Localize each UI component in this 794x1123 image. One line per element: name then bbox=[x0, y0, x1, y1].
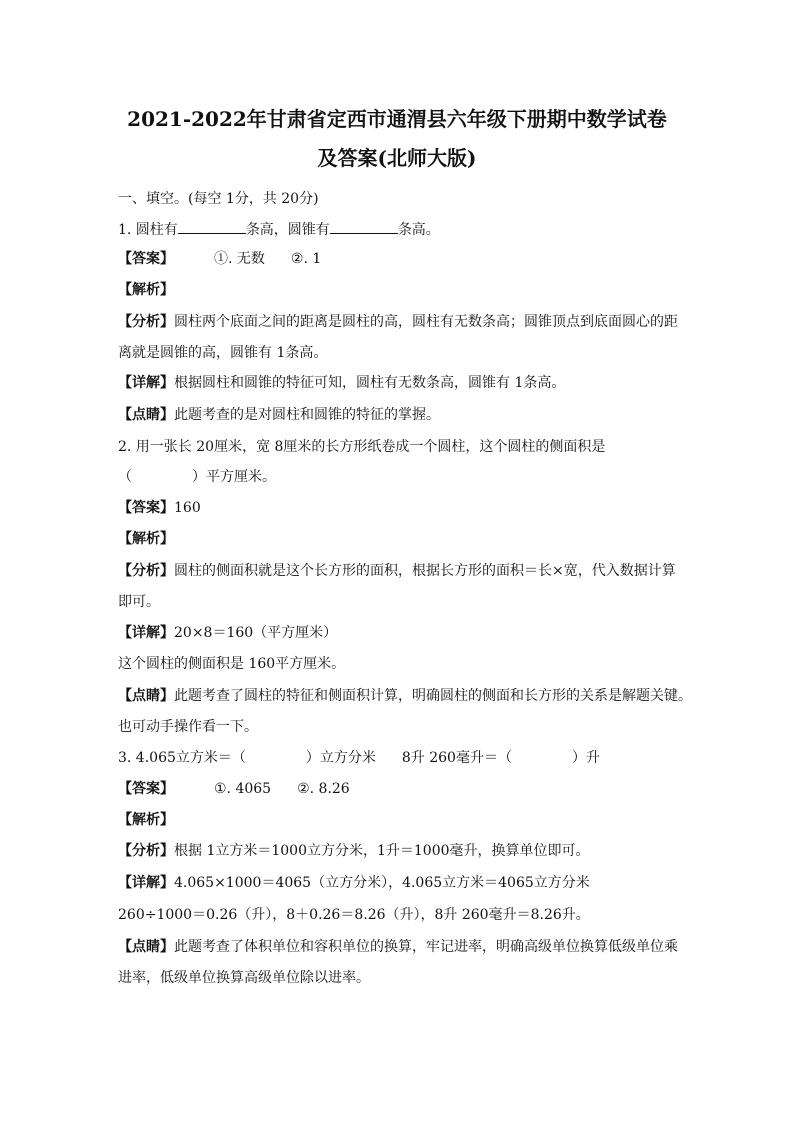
q3-stem-a: 3. 4.065立方米＝（ bbox=[118, 750, 246, 766]
q1-stem-a: 1. 圆柱有 bbox=[118, 222, 178, 238]
xiangjie-tag: 【详解】 bbox=[118, 625, 174, 641]
q3-jiexi-heading: 【解析】 bbox=[118, 812, 174, 828]
question-2-stem-line-1: 2. 用一张长 20厘米，宽 8厘米的长方形纸卷成一个圆柱，这个圆柱的侧面积是 bbox=[118, 439, 606, 455]
q3-answer-1: ①. 4065 bbox=[214, 781, 272, 797]
q1-answer-2: ②. 1 bbox=[290, 251, 322, 267]
answer-tag: 【答案】 bbox=[118, 781, 174, 797]
answer-tag: 【答案】 bbox=[118, 500, 174, 516]
q1-xiangjie-text: 根据圆柱和圆锥的特征可知，圆柱有无数条高，圆锥有 1条高。 bbox=[174, 375, 566, 391]
fenxi-tag: 【分析】 bbox=[118, 563, 174, 579]
q1-blank-2 bbox=[330, 219, 398, 234]
question-1-stem bbox=[118, 219, 708, 240]
q2-stem-open: （ bbox=[118, 469, 132, 485]
dianjing-tag: 【点睛】 bbox=[118, 407, 174, 423]
answer-tag: 【答案】 bbox=[118, 251, 174, 267]
dianjing-tag: 【点睛】 bbox=[118, 939, 174, 955]
section-heading: 一、填空。(每空 1分，共 20分) bbox=[118, 191, 319, 207]
q2-xiangjie-text-1: 20×8＝160（平方厘米） bbox=[174, 625, 338, 641]
page-title: 2021-2022年甘肃省定西市通渭县六年级下册期中数学试卷 bbox=[127, 107, 667, 131]
xiangjie-tag: 【详解】 bbox=[118, 875, 174, 891]
q1-fenxi bbox=[118, 312, 708, 332]
question-1-answer bbox=[118, 249, 708, 269]
q2-dianjing-text-2: 也可动手操作看一下。 bbox=[118, 719, 258, 735]
q3-stem-d: ）升 bbox=[571, 750, 600, 766]
q1-fenxi-text-2: 离就是圆锥的高，圆锥有 1条高。 bbox=[118, 345, 328, 361]
q3-dianjing bbox=[118, 937, 708, 957]
q2-fenxi-text-2: 即可。 bbox=[118, 594, 160, 610]
xiangjie-tag: 【详解】 bbox=[118, 375, 174, 391]
q2-fenxi bbox=[118, 561, 708, 581]
q3-stem-c: 8升 260毫升＝（ bbox=[401, 750, 512, 766]
question-2-stem-line-2 bbox=[118, 467, 708, 487]
q1-xiangjie bbox=[118, 373, 708, 393]
q1-fenxi-text-1: 圆柱两个底面之间的距离是圆柱的高，圆柱有无数条高；圆锥顶点到底面圆心的距 bbox=[174, 314, 678, 330]
q3-fenxi-text: 根据 1立方米＝1000立方分米，1升＝1000毫升，换算单位即可。 bbox=[174, 843, 590, 859]
q1-dianjing-text: 此题考查的是对圆柱和圆锥的特征的掌握。 bbox=[174, 407, 440, 423]
question-3-stem bbox=[118, 748, 708, 768]
q2-dianjing bbox=[118, 686, 708, 706]
q3-stem-b: ）立方分米 bbox=[305, 750, 376, 766]
q3-fenxi bbox=[118, 841, 708, 861]
q1-stem-c: 条高。 bbox=[397, 222, 440, 238]
q3-xiangjie-text-2: 260÷1000＝0.26（升），8＋0.26＝8.26（升），8升 260毫升＝8.26升。 bbox=[118, 907, 590, 923]
q3-xiangjie-text-1: 4.065×1000＝4065（立方分米），4.065立方米＝4065立方分米 bbox=[174, 875, 590, 891]
q3-dianjing-text-2: 进率，低级单位换算高级单位除以进率。 bbox=[118, 970, 370, 986]
q2-fenxi-text-1: 圆柱的侧面积就是这个长方形的面积，根据长方形的面积＝长×宽，代入数据计算 bbox=[174, 563, 676, 579]
fenxi-tag: 【分析】 bbox=[118, 843, 174, 859]
q2-dianjing-text-1: 此题考查了圆柱的特征和侧面积计算，明确圆柱的侧面和长方形的关系是解题关键。 bbox=[174, 688, 692, 704]
q1-stem-b: 条高，圆锥有 bbox=[245, 222, 330, 238]
q1-dianjing bbox=[118, 405, 708, 425]
fenxi-tag: 【分析】 bbox=[118, 314, 174, 330]
q1-jiexi-heading: 【解析】 bbox=[118, 282, 174, 298]
q2-answer: 160 bbox=[174, 500, 201, 516]
q1-answer-1: ①. 无数 bbox=[214, 251, 265, 267]
question-3-answer bbox=[118, 779, 708, 799]
q3-answer-2: ②. 8.26 bbox=[297, 781, 350, 797]
q3-xiangjie bbox=[118, 873, 708, 893]
question-2-answer bbox=[118, 498, 708, 518]
q2-jiexi-heading: 【解析】 bbox=[118, 531, 174, 547]
q3-dianjing-text-1: 此题考查了体积单位和容积单位的换算，牢记进率，明确高级单位换算低级单位乘 bbox=[174, 939, 678, 955]
q2-xiangjie-text-2: 这个圆柱的侧面积是 160平方厘米。 bbox=[118, 656, 346, 672]
q2-stem-close: ）平方厘米。 bbox=[192, 469, 276, 485]
dianjing-tag: 【点睛】 bbox=[118, 688, 174, 704]
q2-xiangjie bbox=[118, 623, 708, 643]
page-subtitle: 及答案(北师大版) bbox=[317, 146, 477, 170]
q1-blank-1 bbox=[178, 219, 246, 234]
